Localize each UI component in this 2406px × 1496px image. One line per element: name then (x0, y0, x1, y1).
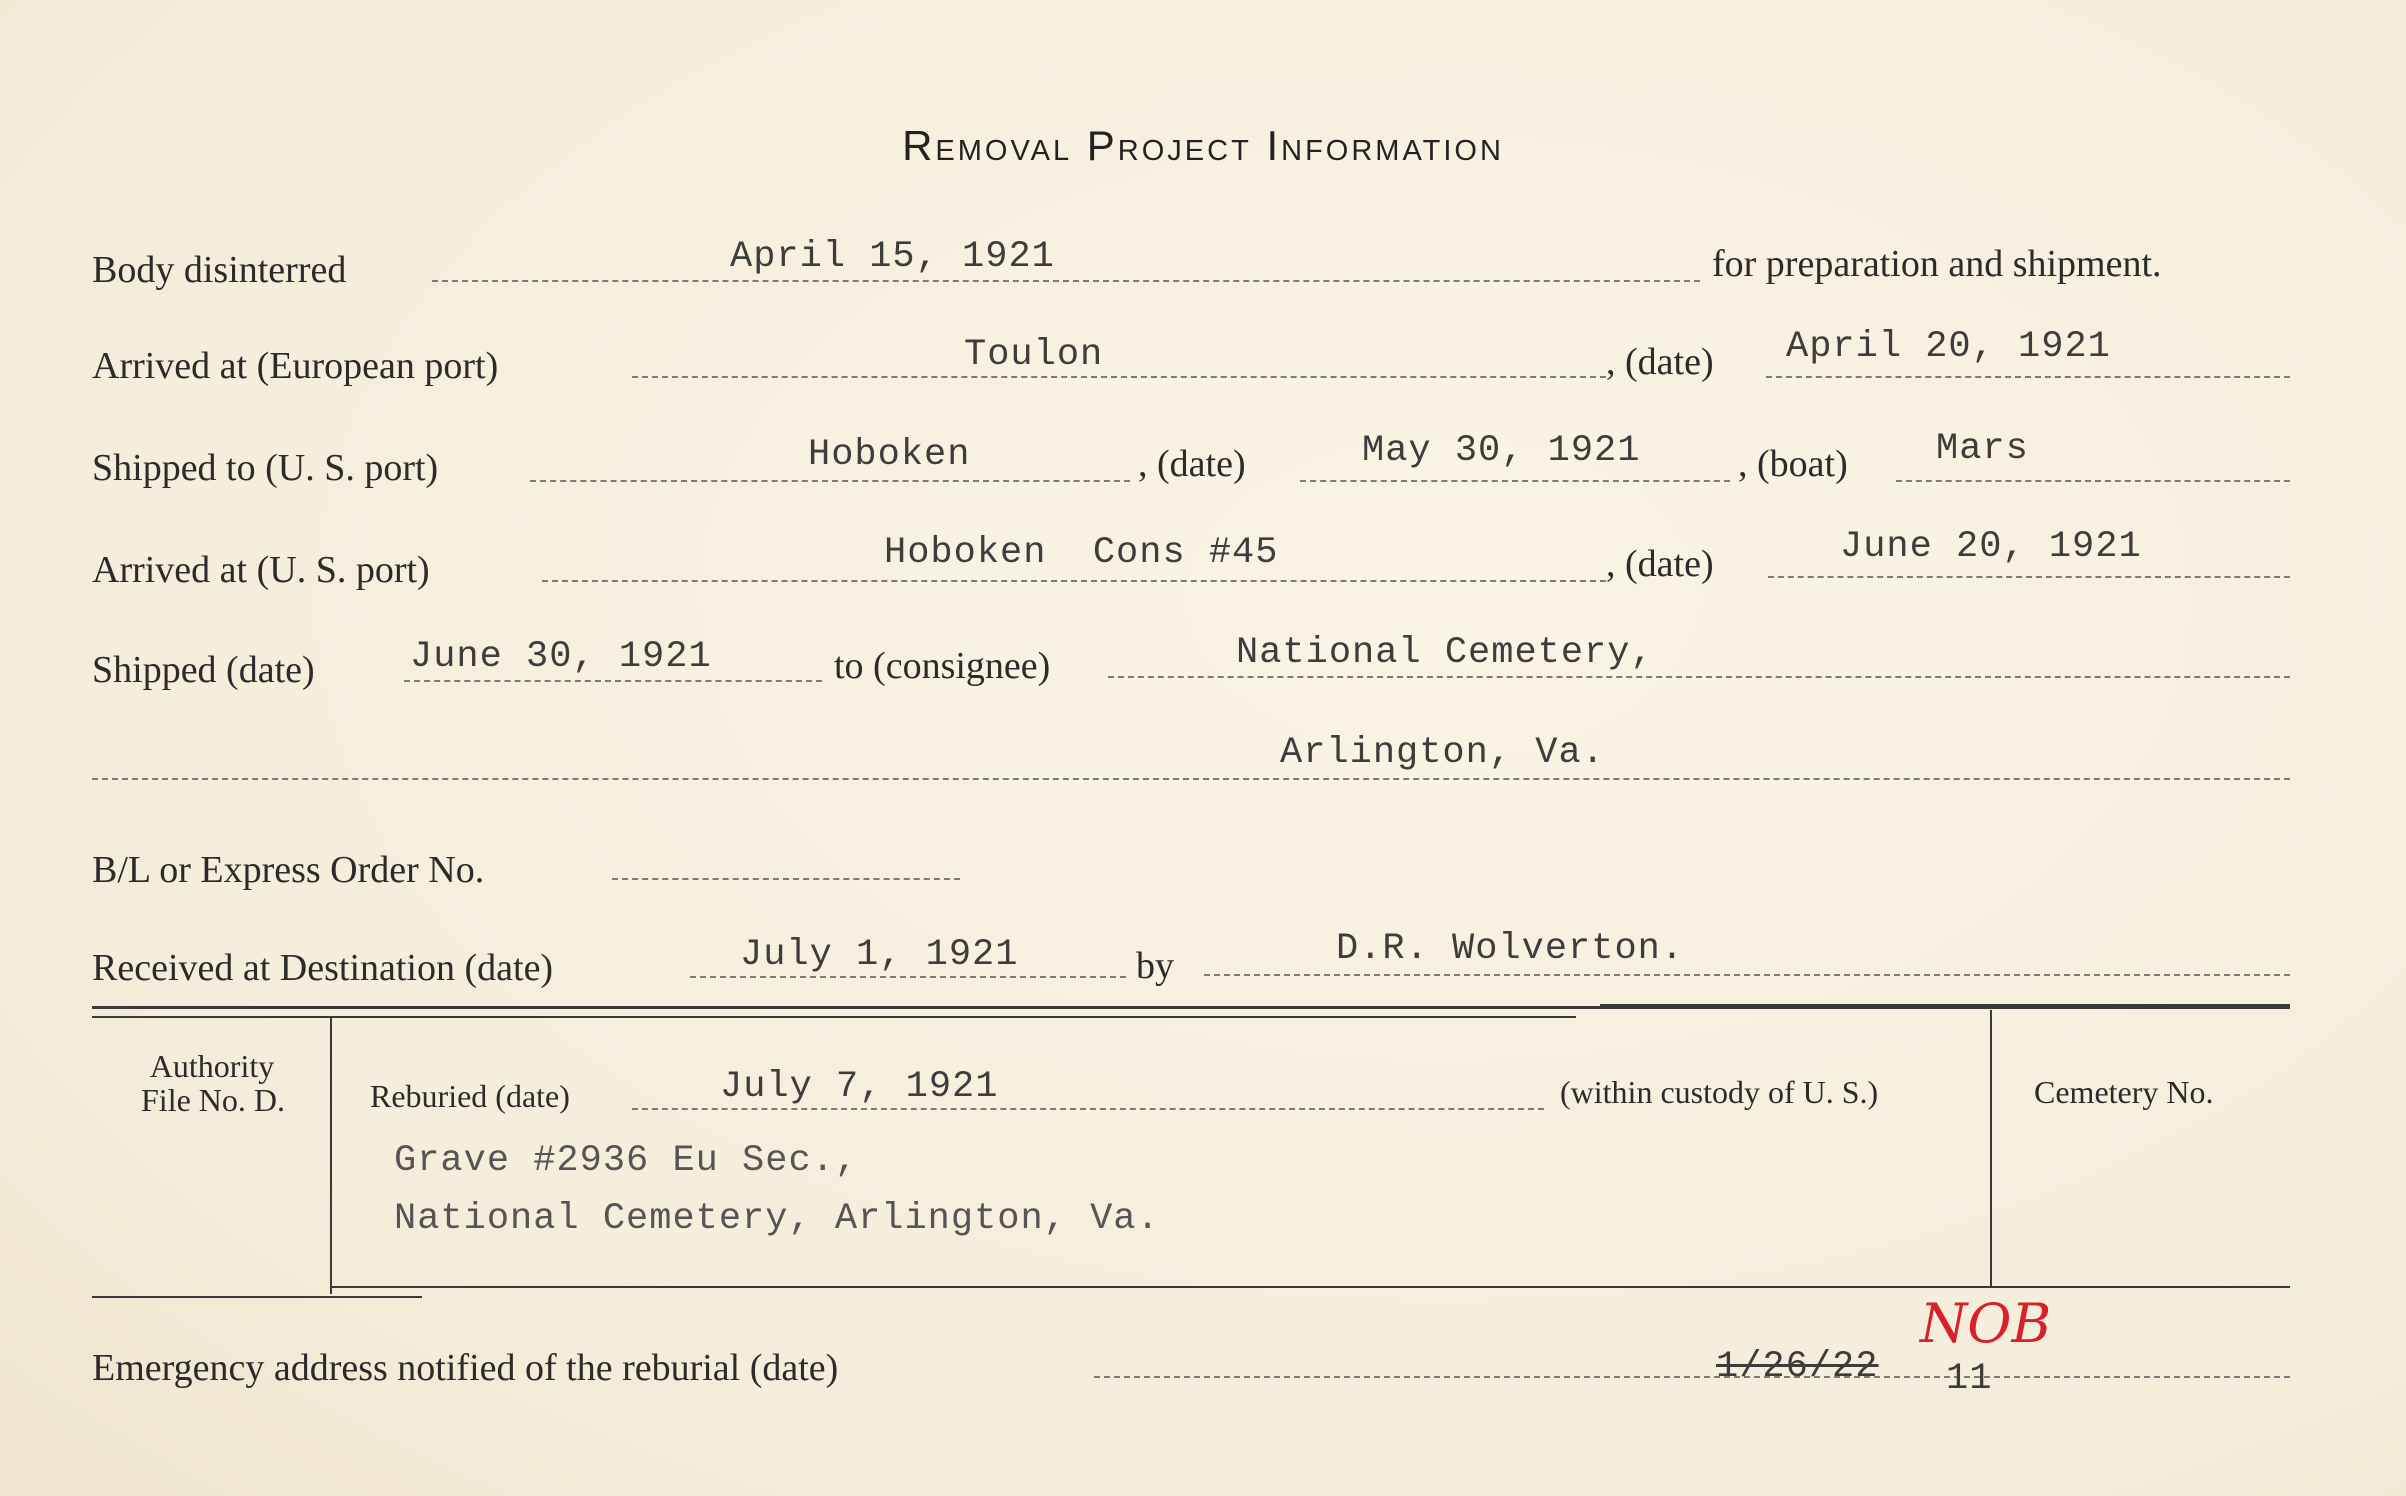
arrived-us-line (542, 580, 1606, 582)
shipped-us-boat-label: , (boat) (1738, 443, 1848, 485)
shipped-us-label: Shipped to (U. S. port) (92, 447, 439, 489)
reburied-label: Reburied (date) (370, 1078, 570, 1114)
file-no-label: File No. D. (141, 1082, 285, 1118)
reburied-line (632, 1108, 1544, 1110)
box-top-rule-2a (92, 1016, 1576, 1018)
shipped-date: June 30, 1921 (410, 636, 712, 678)
authority-label: Authority (149, 1048, 275, 1084)
disinterred-line (432, 280, 1700, 282)
consignee-line (1108, 676, 2290, 678)
shipped-us-line (530, 480, 1130, 482)
shipped-date-line (404, 680, 822, 682)
received-date-line (690, 976, 1126, 978)
arrived-us-date: June 20, 1921 (1840, 526, 2142, 568)
arrived-eu-port: Toulon (964, 334, 1104, 376)
box-divider-right (1990, 1010, 1992, 1286)
disinterred-suffix: for preparation and shipment. (1712, 243, 2162, 285)
emergency-mark: 11 (1946, 1358, 1993, 1400)
reburied-date: July 7, 1921 (720, 1066, 999, 1108)
cemetery-no-label: Cemetery No. (2034, 1074, 2214, 1110)
consignee-address: Arlington, Va. (1280, 732, 1605, 774)
consignee-name: National Cemetery, (1236, 632, 1654, 674)
shipped-us-boat: Mars (1936, 428, 2029, 470)
shipped-us-date: May 30, 1921 (1362, 430, 1641, 472)
consignee-line-2 (92, 778, 2290, 780)
page-title: Removal Project Information (902, 122, 1504, 169)
bl-line (612, 878, 960, 880)
consignee-label: to (consignee) (834, 645, 1051, 687)
emergency-label: Emergency address notified of the reburial (date) (92, 1347, 839, 1389)
grave-line-1: Grave #2936 Eu Sec., (394, 1140, 859, 1182)
box-top-rule-2b (1600, 1004, 2290, 1006)
arrived-eu-line (632, 376, 1606, 378)
disinterred-date: April 15, 1921 (730, 236, 1055, 278)
arrived-eu-date-line (1766, 376, 2290, 378)
grave-line-2: National Cemetery, Arlington, Va. (394, 1198, 1160, 1240)
bl-label: B/L or Express Order No. (92, 849, 485, 891)
shipped-us-date-line (1300, 480, 1730, 482)
disinterred-label: Body disinterred (92, 249, 347, 291)
received-by: D.R. Wolverton. (1336, 928, 1685, 970)
box-top-rule (92, 1006, 2290, 1009)
emergency-line (1094, 1376, 2290, 1378)
box-bottom-rule-b (330, 1286, 2290, 1288)
received-label: Received at Destination (date) (92, 947, 554, 989)
arrived-eu-date-label: , (date) (1606, 341, 1714, 383)
received-by-label: by (1136, 945, 1174, 987)
arrived-us-label: Arrived at (U. S. port) (92, 549, 430, 591)
shipped-us-port: Hoboken (808, 434, 971, 476)
box-bottom-rule-a (92, 1296, 422, 1298)
arrived-eu-label: Arrived at (European port) (92, 345, 499, 387)
shipped-us-date-label: , (date) (1138, 443, 1246, 485)
emergency-date: 1/26/22 (1716, 1346, 1879, 1388)
received-by-line (1204, 974, 2290, 976)
shipped-us-boat-line (1896, 480, 2290, 482)
arrived-eu-date: April 20, 1921 (1786, 326, 2111, 368)
arrived-us-date-label: , (date) (1606, 543, 1714, 585)
custody-label: (within custody of U. S.) (1560, 1074, 1879, 1110)
shipped-date-label: Shipped (date) (92, 649, 315, 691)
box-divider-left (330, 1018, 332, 1294)
arrived-us-date-line (1768, 576, 2290, 578)
received-date: July 1, 1921 (740, 934, 1019, 976)
arrived-us-port: Hoboken Cons #45 (884, 532, 1279, 574)
handwritten-initials: NOB (1920, 1292, 2052, 1355)
